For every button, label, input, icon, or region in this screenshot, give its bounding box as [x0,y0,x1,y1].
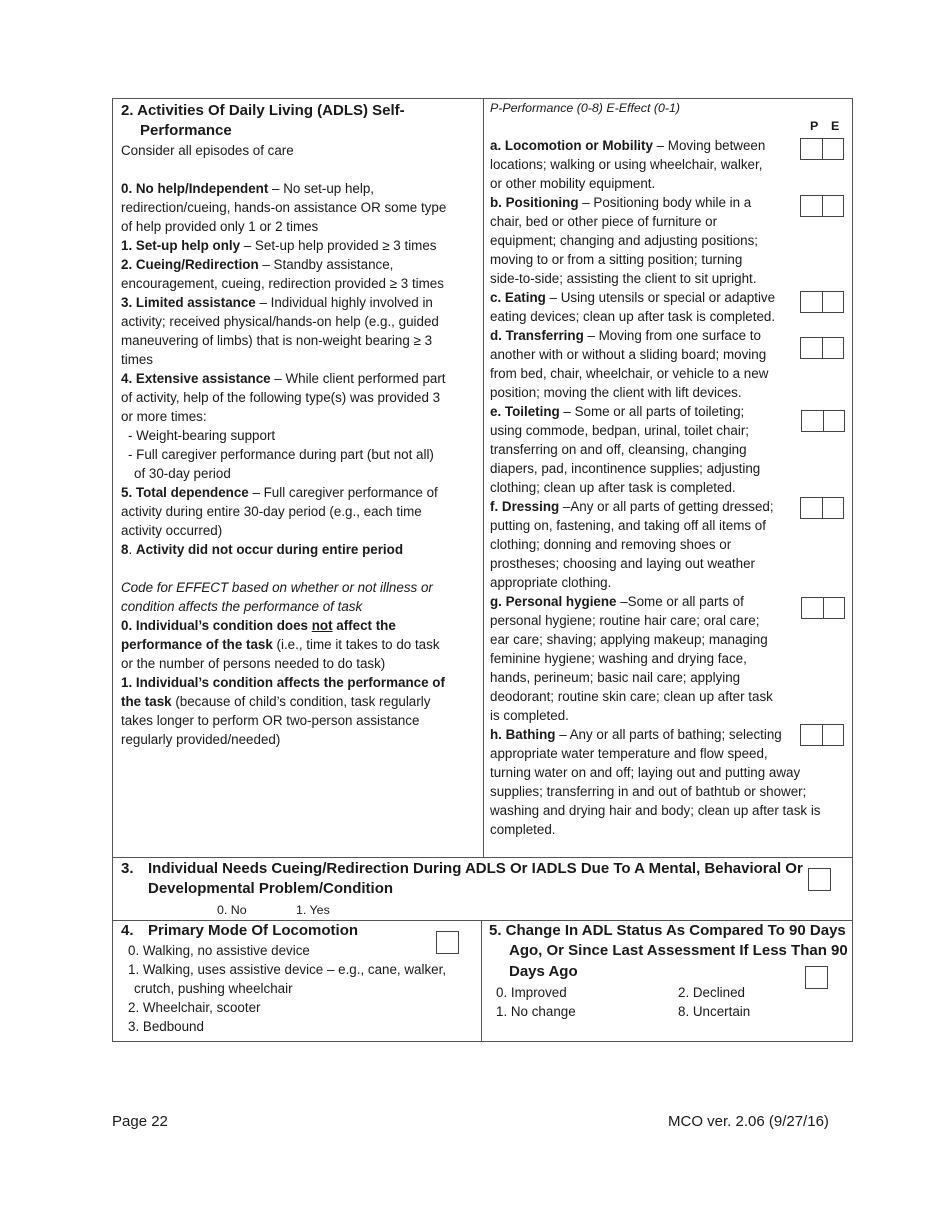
form-version: MCO ver. 2.06 (9/27/16) [668,1113,829,1130]
section5-answer-box[interactable] [805,966,828,989]
code-0: 0. No help/Independent – No set-up help, [121,181,375,196]
item-e-line: clothing; clean up after task is completed. [490,480,736,495]
effect-1-line: takes longer to perform OR two-person assistance [121,713,420,728]
page-number: Page 22 [112,1113,168,1130]
e-column-header: E [831,119,840,133]
code-4-bullet: - Weight-bearing support [128,428,276,443]
item-g-line: hands, perineum; basic nail care; applying [490,670,741,685]
effect-0-line: or the number of persons needed to do task) [121,656,386,671]
pe-entry-box-bathing[interactable] [800,724,844,746]
code-1: 1. Set-up help only – Set-up help provided ≥ 3 times [121,238,437,253]
effect-1-line: regularly provided/needed) [121,732,281,747]
section3-option-no: 0. No [217,903,247,917]
pe-entry-box-locomotion[interactable] [800,138,844,160]
section4-option-3: 3. Bedbound [128,1019,204,1034]
section5-option-1: 1. No change [496,1004,576,1019]
pe-entry-box-transferring[interactable] [800,337,844,359]
item-f-line: putting on, fastening, and taking off all items of [490,518,766,533]
effect-0: 0. Individual’s condition does not affect the [121,618,396,633]
pe-entry-box-eating[interactable] [800,291,844,313]
item-h-line: completed. [490,822,556,837]
code-3-line: activity; received physical/hands-on help (e.g., guided [121,314,439,329]
pe-legend: P-Performance (0-8) E-Effect (0-1) [490,101,681,115]
section5-title-cont: Days Ago [509,963,578,980]
section5-title: 5. Change In ADL Status As Compared To 90 Days [489,922,846,939]
item-h-line: washing and drying hair and body; clean up after task is [490,803,821,818]
section3-title: Individual Needs Cueing/Redirection During ADLS Or IADLS Due To A Mental, Behavioral Or [148,860,803,877]
section5-title-cont: Ago, Or Since Last Assessment If Less Than 90 [509,942,848,959]
code-4-line: or more times: [121,409,207,424]
item-a-locomotion: a. Locomotion or Mobility – Moving between [490,138,766,153]
item-g-line: ear care; shaving; applying makeup; managing [490,632,768,647]
effect-0-line: performance of the task (i.e., time it takes to do task [121,637,440,652]
section2-title: 2. Activities Of Daily Living (ADLS) Self- [121,102,405,119]
item-b-line: equipment; changing and adjusting positions; [490,233,759,248]
item-f-line: appropriate clothing. [490,575,612,590]
item-g-line: personal hygiene; routine hair care; oral care; [490,613,760,628]
item-b-line: moving to or from a sitting position; turning [490,252,743,267]
section4-answer-box[interactable] [436,931,459,954]
item-e-toileting: e. Toileting – Some or all parts of toileting; [490,404,745,419]
item-e-line: diapers, pad, incontinence supplies; adjusting [490,461,761,476]
section5-option-0: 0. Improved [496,985,567,1000]
pe-entry-box-toileting[interactable] [801,410,845,432]
code-5-line: activity during entire 30-day period (e.g., each time [121,504,422,519]
code-5: 5. Total dependence – Full caregiver performance of [121,485,438,500]
code-3-line: maneuvering of limbs) that is non-weight bearing ≥ 3 [121,333,433,348]
effect-note: condition affects the performance of task [121,599,363,614]
item-h-line: appropriate water temperature and flow speed, [490,746,768,761]
code-4-bullet-cont: of 30-day period [134,466,231,481]
item-h-bathing: h. Bathing – Any or all parts of bathing; selecting [490,727,782,742]
section4-option-0: 0. Walking, no assistive device [128,943,310,958]
item-d-transferring: d. Transferring – Moving from one surface to [490,328,761,343]
section45-divider [481,920,482,1042]
item-f-dressing: f. Dressing –Any or all parts of getting dressed; [490,499,774,514]
section2-title-cont: Performance [140,122,232,139]
section3-option-yes: 1. Yes [296,903,330,917]
pe-entry-box-personal-hygiene[interactable] [801,597,845,619]
item-a-line: locations; walking or using wheelchair, walker, [490,157,763,172]
effect-1-line: the task (because of child’s condition, task regularly [121,694,431,709]
section5-option-8: 8. Uncertain [678,1004,751,1019]
item-c-eating: c. Eating – Using utensils or special or adaptive [490,290,776,305]
code-0-line: of help provided only 1 or 2 times [121,219,319,234]
section3-title-cont: Developmental Problem/Condition [148,880,394,897]
section3-top-rule [112,857,853,858]
section4-option-1-cont: crutch, pushing wheelchair [134,981,293,996]
code-3: 3. Limited assistance – Individual highly involved in [121,295,433,310]
item-g-personal-hygiene: g. Personal hygiene –Some or all parts of [490,594,744,609]
item-h-line: supplies; transferring in and out of bathtub or shower; [490,784,807,799]
item-g-line: deodorant; routine skin care; clean up after task [490,689,773,704]
section4-number: 4. [121,922,134,939]
code-2: 2. Cueing/Redirection – Standby assistance, [121,257,394,272]
code-5-line: activity occurred) [121,523,223,538]
pe-entry-box-positioning[interactable] [800,195,844,217]
item-e-line: transferring on and off, cleansing, changing [490,442,747,457]
code-4-bullet: - Full caregiver performance during part (but not all) [128,447,434,462]
item-h-line: turning water on and off; laying out and putting away [490,765,801,780]
item-e-line: using commode, bedpan, urinal, toilet chair; [490,423,750,438]
code-2-line: encouragement, cueing, redirection provided ≥ 3 times [121,276,444,291]
item-b-line: side-to-side; assisting the client to sit upright. [490,271,757,286]
item-c-line: eating devices; clean up after task is completed. [490,309,776,324]
section4-option-1: 1. Walking, uses assistive device – e.g., cane, walker, [128,962,447,977]
consider-note: Consider all episodes of care [121,143,294,158]
code-4-line: of activity, help of the following type(s) was provided 3 [121,390,441,405]
item-b-line: chair, bed or other piece of furniture or [490,214,718,229]
item-f-line: prostheses; choosing and laying out weather [490,556,756,571]
item-f-line: clothing; donning and removing shoes or [490,537,732,552]
code-4: 4. Extensive assistance – While client performed part [121,371,446,386]
item-d-line: another with or without a sliding board; moving [490,347,767,362]
item-a-line: or other mobility equipment. [490,176,656,191]
item-g-line: is completed. [490,708,569,723]
section3-number: 3. [121,860,134,877]
effect-1: 1. Individual’s condition affects the performance of [121,675,445,690]
code-3-line: times [121,352,153,367]
item-d-line: from bed, chair, wheelchair, or vehicle to a new [490,366,769,381]
effect-note: Code for EFFECT based on whether or not illness or [121,580,433,595]
item-d-line: position; moving the client with lift devices. [490,385,742,400]
section4-option-2: 2. Wheelchair, scooter [128,1000,261,1015]
p-column-header: P [810,119,819,133]
column-divider [483,98,484,858]
section4-title: Primary Mode Of Locomotion [148,922,359,939]
section3-answer-box[interactable] [808,868,831,891]
item-g-line: feminine hygiene; washing and drying face, [490,651,747,666]
section5-option-2: 2. Declined [678,985,745,1000]
code-8: 8. Activity did not occur during entire period [121,542,403,557]
code-0-line: redirection/cueing, hands-on assistance OR some type [121,200,447,215]
item-b-positioning: b. Positioning – Positioning body while in a [490,195,752,210]
pe-entry-box-dressing[interactable] [800,497,844,519]
